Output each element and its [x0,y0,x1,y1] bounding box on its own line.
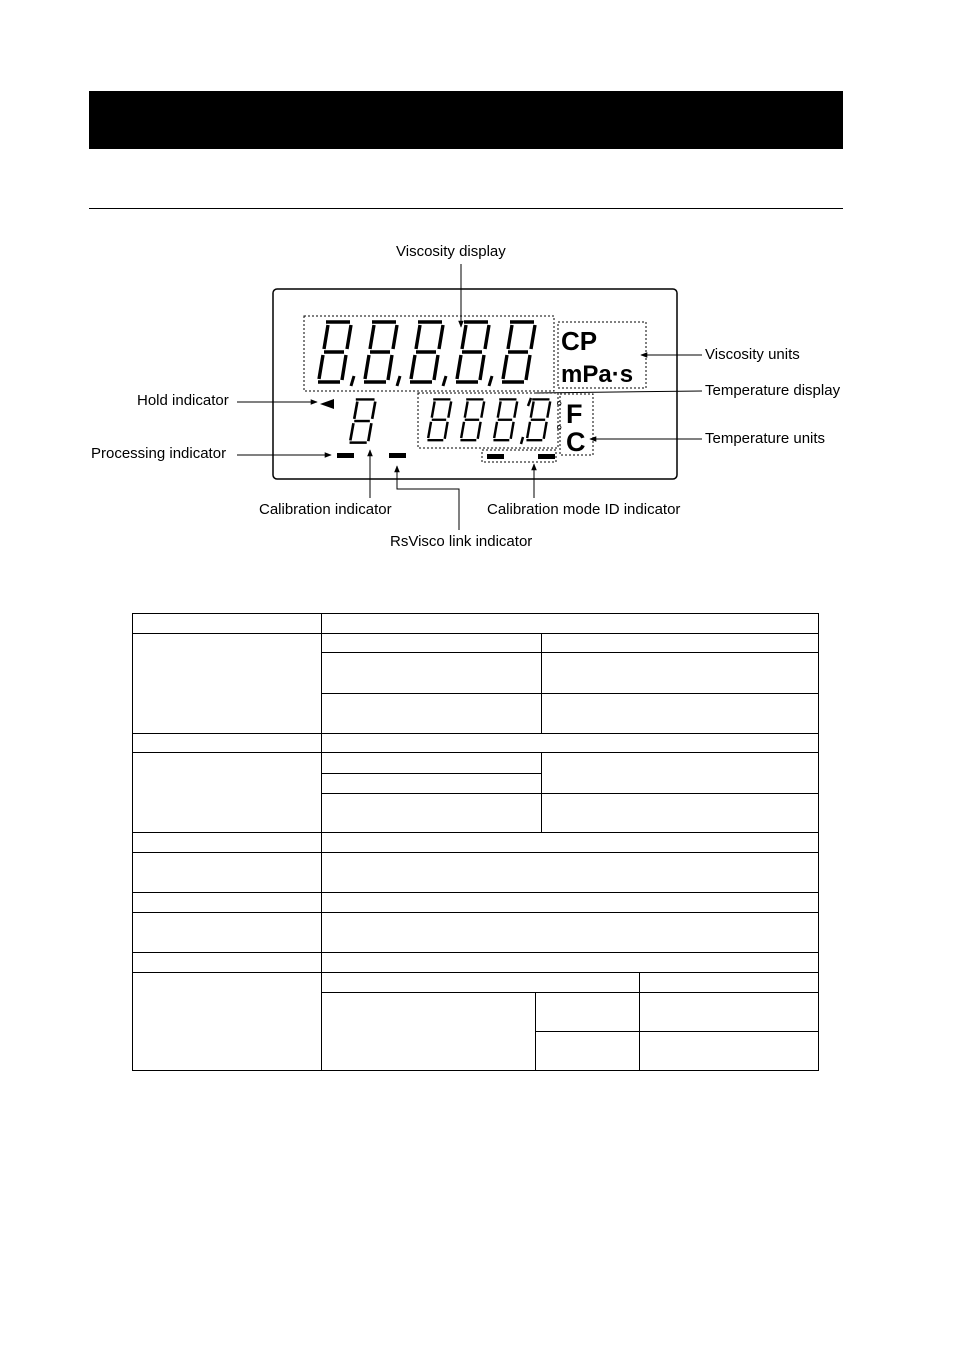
label-rsvisco-link-indicator: RsVisco link indicator [390,533,533,550]
degree-f: ° [556,399,563,416]
label-hold-indicator: Hold indicator [137,392,229,409]
label-calibration-mode-id-indicator: Calibration mode ID indicator [487,501,681,518]
leader-rsvisco [397,466,459,530]
label-temperature-display: Temperature display [705,382,841,399]
label-viscosity-display: Viscosity display [396,243,506,260]
unit-f: F [566,399,583,429]
processing-bar [337,453,354,458]
label-processing-indicator: Processing indicator [91,445,227,462]
label-temperature-units: Temperature units [705,430,826,447]
label-viscosity-units: Viscosity units [705,346,800,363]
unit-c: C [566,427,586,457]
calibration-mode-bar-left [487,454,504,459]
temperature-digits [427,398,550,444]
unit-mpas: mPa·s [561,361,634,388]
rsvisco-bar [389,453,406,458]
unit-cp: CP [561,326,598,356]
label-calibration-indicator: Calibration indicator [259,501,392,518]
calibration-mode-bar-right [538,454,555,459]
viscosity-digits [318,322,535,386]
processing-digit [350,399,376,442]
lcd-diagram [0,0,954,600]
hold-indicator-triangle [320,399,334,409]
degree-c: ° [556,423,563,440]
